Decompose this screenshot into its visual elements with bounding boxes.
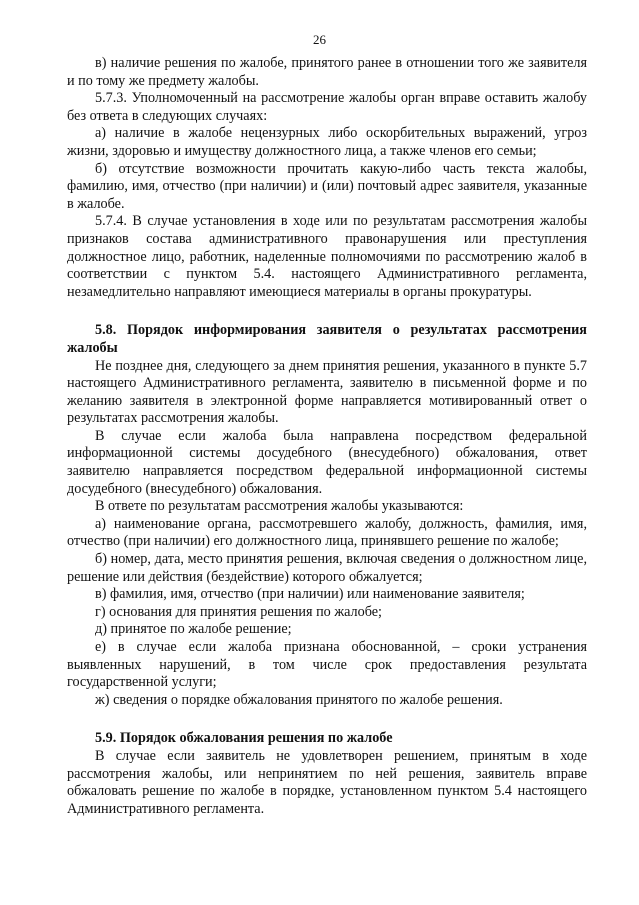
document-body	[67, 55, 587, 818]
paragraph-5-8-d: д) принятое по жалобе решение;	[95, 621, 292, 638]
paragraph-5-9-1: В случае если заявитель не удовлетворен решением, принятым в ходе рассмотрения жалобы, или непринятием по ней решения, заявитель вправе обжаловать решение по жалобе в порядке, установленном пунктом 5.4 настоящего Административного регламента.	[67, 747, 587, 817]
paragraph-5-7-2-v: в) наличие решения по жалобе, принятого ранее в отношении того же заявителя и по тому же предмету жалобы.	[67, 55, 587, 89]
paragraph-5-8-e: е) в случае если жалоба признана обоснованной, – сроки устранения выявленных нарушений, в том числе срок предоставления результата государственной услуги;	[67, 639, 587, 691]
page-number: 26	[313, 32, 326, 47]
section-heading-5-8: 5.8. Порядок информирования заявителя о результатах рассмотрения жалобы	[67, 322, 587, 356]
paragraph-5-7-4: 5.7.4. В случае установления в ходе или по результатам рассмотрения жалобы признаков состава административного правонарушения или преступления должностное лицо, работник, наделенные полномочиями по рассмотрению жалоб в соответствии с пунктом 5.4. настоящего Административного регламента, незамедлительно направляют имеющиеся материалы в органы прокуратуры.	[67, 213, 587, 300]
paragraph-5-8-2: В случае если жалоба была направлена посредством федеральной информационной системы досудебного (внесудебного) обжалования, ответ заявителю направляется посредством федеральной информационной системы досудебного (внесудебного) обжалования.	[67, 427, 587, 497]
paragraph-5-7-3: 5.7.3. Уполномоченный на рассмотрение жалобы орган вправе оставить жалобу без ответа в следующих случаях:	[67, 90, 587, 124]
paragraph-5-8-b: б) номер, дата, место принятия решения, включая сведения о должностном лице, решение или действия (бездействие) которого обжалуется;	[67, 551, 587, 585]
paragraph-5-7-3-a: а) наличие в жалобе нецензурных либо оскорбительных выражений, угроз жизни, здоровью и имуществу должностного лица, а также членов его семьи;	[67, 125, 587, 159]
paragraph-5-8-a: а) наименование органа, рассмотревшего жалобу, должность, фамилия, имя, отчество (при наличии) его должностного лица, принявшего решение по жалобе;	[67, 515, 587, 550]
section-heading-5-9: 5.9. Порядок обжалования решения по жалобе	[95, 730, 393, 747]
paragraph-5-8-g: г) основания для принятия решения по жалобе;	[95, 603, 382, 620]
paragraph-5-8-3: В ответе по результатам рассмотрения жалобы указываются:	[95, 498, 464, 515]
paragraph-5-8-v: в) фамилия, имя, отчество (при наличии) или наименование заявителя;	[95, 586, 525, 603]
paragraph-5-8-zh: ж) сведения о порядке обжалования принятого по жалобе решения.	[95, 691, 503, 708]
paragraph-5-7-3-b: б) отсутствие возможности прочитать какую-либо часть текста жалобы, фамилию, имя, отчество (при наличии) и (или) почтовый адрес заявителя, указанные в жалобе.	[67, 160, 587, 212]
paragraph-5-8-1: Не позднее дня, следующего за днем принятия решения, указанного в пункте 5.7 настоящего Административного регламента, заявителю в письменной форме и по желанию заявителя в электронной форме направляется мотивированный ответ о результатах рассмотрения жалобы.	[67, 357, 587, 427]
